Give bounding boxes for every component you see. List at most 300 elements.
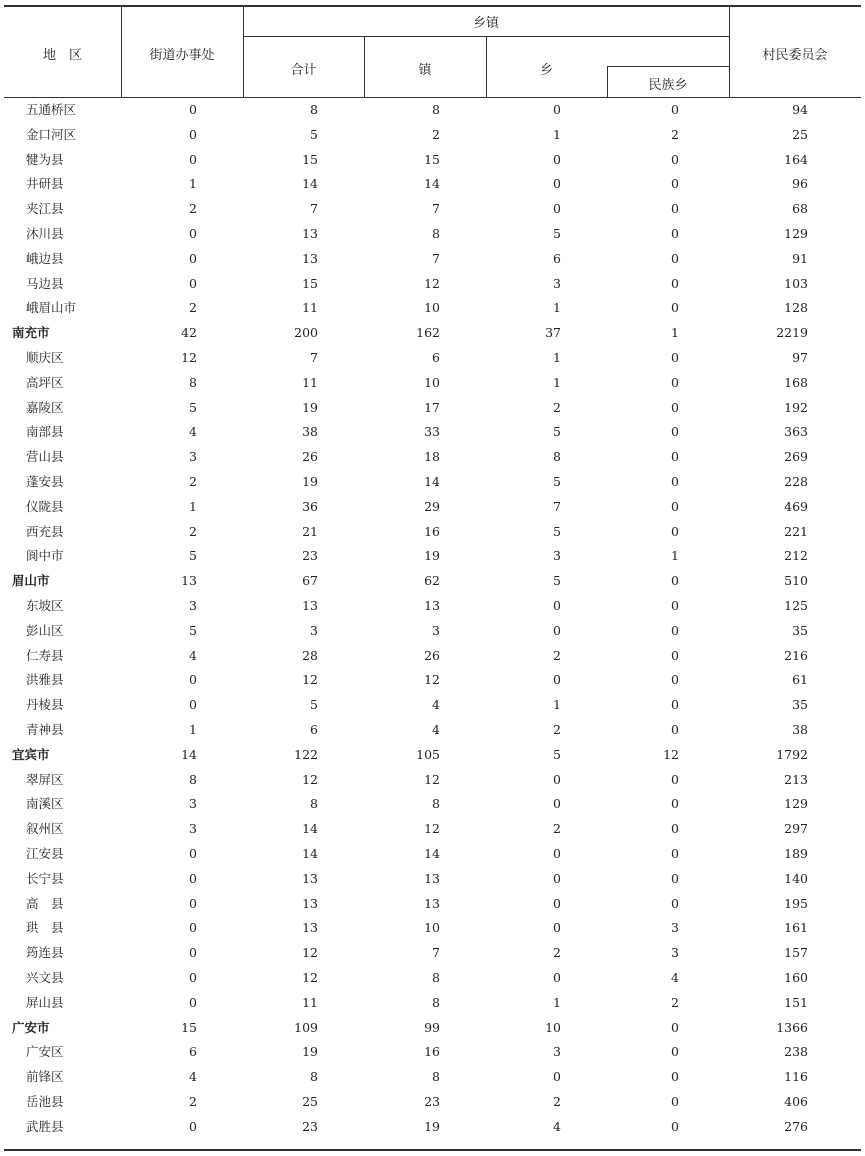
row-value-cell: 4 [671,970,679,985]
row-value-cell: 10 [545,1019,561,1035]
header-total: 合计 [290,63,317,78]
row-value-cell: 5 [553,746,561,762]
row-value-cell: 189 [784,846,808,861]
row-value-cell: 0 [189,895,197,911]
row-region-name: 峨眉山市 [26,300,77,316]
row-value-cell: 8 [432,1069,440,1085]
row-value-cell: 10 [424,300,440,316]
row-value-cell: 213 [784,771,808,787]
row-value-cell: 15 [181,1019,197,1035]
table-bottom-rule [4,1149,861,1151]
row-value-cell: 0 [671,771,679,787]
row-value-cell: 0 [671,374,679,390]
row-value-cell: 26 [302,449,318,465]
row-value-cell: 0 [189,151,197,167]
row-value-cell: 129 [784,796,808,812]
row-region-name: 金口河区 [26,126,77,142]
row-value-cell: 4 [553,1118,561,1134]
row-value-cell: 0 [189,1118,197,1134]
row-value-cell: 94 [792,102,808,117]
row-value-cell: 2 [432,126,440,142]
row-value-cell: 0 [671,821,679,837]
row-value-cell: 61 [792,672,808,688]
row-value-cell: 12 [424,771,440,787]
row-value-cell: 8 [553,449,561,465]
row-value-cell: 0 [671,201,679,217]
row-value-cell: 15 [302,151,318,167]
row-value-cell: 0 [553,870,561,886]
row-value-cell: 3 [189,598,197,613]
row-value-cell: 2 [553,1094,561,1109]
row-value-cell: 0 [553,796,561,812]
row-value-cell: 1 [189,722,197,737]
row-value-cell: 0 [189,920,197,936]
row-value-cell: 4 [432,697,440,713]
row-region-name: 江安县 [26,846,64,861]
row-value-cell: 109 [294,1019,318,1035]
row-value-cell: 38 [302,424,318,440]
row-value-cell: 5 [189,548,197,564]
row-value-cell: 18 [424,449,440,465]
row-value-cell: 12 [181,350,197,365]
row-value-cell: 10 [424,374,440,390]
row-value-cell: 105 [416,746,440,762]
row-value-cell: 13 [302,226,318,241]
row-value-cell: 6 [310,722,318,737]
row-value-cell: 2 [553,945,561,961]
row-value-cell: 0 [553,895,561,911]
row-value-cell: 8 [310,102,318,117]
row-value-cell: 67 [302,573,318,589]
row-value-cell: 13 [302,895,318,911]
row-value-cell: 23 [302,1118,318,1134]
row-value-cell: 122 [294,746,318,762]
row-value-cell: 510 [784,573,808,589]
row-value-cell: 161 [784,920,808,936]
row-value-cell: 0 [671,647,679,663]
row-value-cell: 228 [784,474,808,489]
row-value-cell: 23 [302,548,318,564]
row-value-cell: 0 [189,226,197,241]
row-value-cell: 2 [553,821,561,837]
row-value-cell: 5 [310,126,318,142]
row-region-name: 东坡区 [26,598,64,613]
row-value-cell: 13 [181,573,197,589]
row-region-name: 井研县 [26,176,64,192]
row-value-cell: 0 [671,350,679,365]
row-value-cell: 8 [432,994,440,1010]
row-value-cell: 0 [553,102,561,117]
row-value-cell: 7 [432,201,440,217]
row-value-cell: 0 [671,399,679,415]
row-value-cell: 192 [784,399,808,415]
row-value-cell: 125 [784,598,808,613]
row-value-cell: 16 [424,523,440,539]
row-value-cell: 14 [302,821,318,837]
row-value-cell: 0 [671,573,679,589]
row-value-cell: 4 [189,647,197,663]
row-value-cell: 7 [432,250,440,266]
row-value-cell: 26 [424,647,440,663]
row-value-cell: 1 [671,325,679,341]
row-value-cell: 14 [424,176,440,192]
row-region-name: 屏山县 [26,994,64,1010]
row-value-cell: 68 [792,201,808,217]
row-value-cell: 25 [792,126,808,142]
row-value-cell: 1 [553,126,561,142]
row-value-cell: 1 [553,350,561,365]
table-top-rule [4,5,861,7]
row-region-name: 顺庆区 [26,350,64,365]
row-value-cell: 0 [671,1019,679,1035]
row-value-cell: 12 [424,672,440,688]
row-value-cell: 212 [784,548,808,564]
row-value-cell: 2 [671,994,679,1010]
row-region-name: 嘉陵区 [26,399,64,415]
row-value-cell: 0 [553,201,561,217]
row-value-cell: 13 [302,250,318,266]
row-value-cell: 0 [189,994,197,1010]
row-value-cell: 29 [424,498,440,514]
row-region-name: 阆中市 [26,548,64,564]
row-region-name: 广安区 [26,1044,64,1060]
row-value-cell: 5 [553,523,561,539]
row-value-cell: 216 [784,647,808,663]
row-value-cell: 8 [189,771,197,787]
row-value-cell: 5 [189,399,197,415]
row-value-cell: 0 [553,970,561,985]
row-region-name: 沐川县 [26,226,64,241]
row-value-cell: 19 [424,1118,440,1134]
row-value-cell: 0 [553,151,561,167]
row-value-cell: 13 [302,920,318,936]
row-value-cell: 5 [310,697,318,713]
row-value-cell: 0 [671,275,679,291]
row-value-cell: 0 [189,126,197,142]
row-value-cell: 2 [553,399,561,415]
row-value-cell: 5 [553,573,561,589]
row-value-cell: 14 [302,176,318,192]
row-value-cell: 0 [671,672,679,688]
row-value-cell: 0 [671,424,679,440]
row-value-cell: 5 [553,474,561,489]
row-value-cell: 1 [553,697,561,713]
row-value-cell: 8 [189,374,197,390]
header-town-group: 乡镇 [472,16,499,31]
row-value-cell: 297 [784,821,808,837]
row-value-cell: 103 [784,275,808,291]
row-value-cell: 96 [792,176,808,192]
row-value-cell: 200 [294,325,318,341]
row-region-name: 武胜县 [26,1118,64,1134]
row-value-cell: 0 [671,697,679,713]
row-value-cell: 2 [553,647,561,663]
row-value-cell: 13 [424,870,440,886]
row-value-cell: 160 [784,970,808,985]
row-value-cell: 12 [663,746,679,762]
row-value-cell: 0 [671,250,679,266]
row-value-cell: 12 [302,970,318,985]
row-region-name: 夹江县 [26,201,64,217]
row-value-cell: 276 [784,1118,808,1134]
row-value-cell: 0 [671,449,679,465]
row-value-cell: 8 [432,970,440,985]
row-region-name: 广安市 [12,1019,50,1035]
row-value-cell: 406 [784,1094,808,1109]
row-region-name: 南部县 [26,424,64,440]
row-value-cell: 363 [784,424,808,440]
row-region-name: 宜宾市 [12,746,50,762]
row-value-cell: 0 [189,672,197,688]
row-value-cell: 36 [302,498,318,514]
row-region-name: 蓬安县 [26,474,64,489]
row-value-cell: 116 [784,1069,808,1085]
row-region-name: 犍为县 [26,151,64,167]
row-value-cell: 0 [553,672,561,688]
row-region-name: 珙 县 [26,920,64,936]
row-value-cell: 8 [432,226,440,241]
row-value-cell: 2 [189,1094,197,1109]
row-value-cell: 13 [302,870,318,886]
row-value-cell: 162 [416,325,440,341]
row-value-cell: 0 [671,176,679,192]
row-value-cell: 238 [784,1044,808,1060]
row-value-cell: 3 [189,821,197,837]
row-value-cell: 38 [792,722,808,737]
row-value-cell: 35 [792,697,808,713]
row-value-cell: 28 [302,647,318,663]
row-value-cell: 12 [424,275,440,291]
row-value-cell: 4 [189,1069,197,1085]
row-value-cell: 0 [189,697,197,713]
row-region-name: 前锋区 [26,1069,64,1085]
row-region-name: 高 县 [26,895,64,911]
row-value-cell: 14 [424,846,440,861]
row-value-cell: 11 [302,300,318,316]
header-region: 地 区 [42,48,82,63]
row-value-cell: 3 [189,796,197,812]
row-region-name: 仪陇县 [26,498,64,514]
row-value-cell: 12 [302,945,318,961]
row-value-cell: 7 [432,945,440,961]
row-value-cell: 3 [553,275,561,291]
row-region-name: 洪雅县 [26,672,64,688]
row-value-cell: 2 [189,300,197,316]
row-value-cell: 0 [553,598,561,613]
row-region-name: 彭山区 [26,622,64,638]
row-value-cell: 6 [189,1044,197,1060]
row-value-cell: 8 [432,796,440,812]
row-value-cell: 1792 [776,746,808,762]
row-value-cell: 0 [671,1094,679,1109]
row-value-cell: 0 [553,622,561,638]
row-region-name: 丹棱县 [26,697,64,713]
row-value-cell: 19 [424,548,440,564]
row-value-cell: 6 [553,250,561,266]
row-value-cell: 8 [432,102,440,117]
row-region-name: 五通桥区 [26,102,77,117]
row-value-cell: 13 [424,895,440,911]
row-value-cell: 151 [784,994,808,1010]
row-value-cell: 2 [189,523,197,539]
row-value-cell: 42 [181,325,197,341]
row-value-cell: 0 [553,1069,561,1085]
row-value-cell: 3 [189,449,197,465]
row-value-cell: 2219 [776,325,808,341]
row-value-cell: 7 [310,201,318,217]
row-region-name: 营山县 [26,449,64,465]
row-value-cell: 0 [553,920,561,936]
row-value-cell: 3 [553,548,561,564]
row-region-name: 叙州区 [26,821,64,837]
row-value-cell: 3 [310,622,318,638]
row-region-name: 马边县 [26,275,64,291]
row-value-cell: 4 [189,424,197,440]
row-value-cell: 6 [432,350,440,365]
row-value-cell: 14 [181,746,197,762]
row-value-cell: 1 [671,548,679,564]
row-value-cell: 164 [784,151,808,167]
row-region-name: 仁寿县 [26,647,64,663]
row-value-cell: 0 [671,474,679,489]
row-value-cell: 91 [792,250,808,266]
row-value-cell: 1 [553,300,561,316]
row-value-cell: 0 [671,846,679,861]
row-value-cell: 0 [671,102,679,117]
row-value-cell: 17 [424,399,440,415]
row-value-cell: 129 [784,226,808,241]
row-region-name: 岳池县 [26,1094,64,1109]
row-value-cell: 12 [302,771,318,787]
row-region-name: 兴文县 [26,970,64,985]
row-region-name: 眉山市 [12,573,50,589]
row-value-cell: 0 [189,102,197,117]
row-region-name: 翠屏区 [26,771,64,787]
row-value-cell: 3 [432,622,440,638]
row-value-cell: 4 [432,722,440,737]
row-value-cell: 15 [302,275,318,291]
row-value-cell: 0 [671,226,679,241]
header-township: 乡 [539,63,553,78]
row-value-cell: 0 [671,598,679,613]
row-region-name: 南溪区 [26,796,64,812]
row-value-cell: 195 [784,895,808,911]
row-value-cell: 0 [671,796,679,812]
row-value-cell: 15 [424,151,440,167]
row-value-cell: 0 [671,523,679,539]
row-value-cell: 1 [553,994,561,1010]
row-value-cell: 0 [671,722,679,737]
row-value-cell: 3 [553,1044,561,1060]
row-value-cell: 14 [424,474,440,489]
row-value-cell: 19 [302,1044,318,1060]
row-value-cell: 7 [310,350,318,365]
row-value-cell: 14 [302,846,318,861]
row-value-cell: 0 [189,970,197,985]
row-value-cell: 23 [424,1094,440,1109]
row-value-cell: 0 [189,945,197,961]
row-value-cell: 3 [671,920,679,936]
row-value-cell: 269 [784,449,808,465]
row-value-cell: 10 [424,920,440,936]
row-value-cell: 2 [189,201,197,217]
row-value-cell: 8 [310,1069,318,1085]
header-subgroup-rule [607,66,729,67]
row-value-cell: 0 [553,771,561,787]
row-value-cell: 11 [302,994,318,1010]
row-value-cell: 8 [310,796,318,812]
row-value-cell: 7 [553,498,561,514]
header-ethnic-township: 民族乡 [648,78,688,93]
row-value-cell: 5 [553,226,561,241]
row-value-cell: 2 [553,722,561,737]
row-value-cell: 3 [671,945,679,961]
row-value-cell: 0 [671,151,679,167]
row-value-cell: 19 [302,474,318,489]
row-value-cell: 33 [424,424,440,440]
row-value-cell: 157 [784,945,808,961]
header-village-committee: 村民委员会 [762,48,828,63]
row-value-cell: 0 [553,846,561,861]
row-value-cell: 0 [189,870,197,886]
row-region-name: 青神县 [26,722,64,737]
row-region-name: 峨边县 [26,250,64,266]
row-value-cell: 0 [671,300,679,316]
row-region-name: 南充市 [12,325,50,341]
row-value-cell: 97 [792,350,808,365]
row-value-cell: 0 [189,275,197,291]
row-value-cell: 21 [302,523,318,539]
row-value-cell: 0 [189,846,197,861]
row-value-cell: 140 [784,870,808,886]
row-value-cell: 1366 [776,1019,808,1035]
row-value-cell: 0 [671,895,679,911]
row-value-cell: 5 [553,424,561,440]
row-value-cell: 0 [671,498,679,514]
row-region-name: 高坪区 [26,374,64,390]
row-value-cell: 221 [784,523,808,539]
row-value-cell: 37 [545,325,561,341]
row-value-cell: 19 [302,399,318,415]
row-value-cell: 0 [671,622,679,638]
row-value-cell: 12 [424,821,440,837]
row-value-cell: 2 [671,126,679,142]
row-value-cell: 1 [553,374,561,390]
row-value-cell: 0 [671,870,679,886]
row-value-cell: 469 [784,498,808,514]
row-value-cell: 128 [784,300,808,316]
header-town: 镇 [418,63,432,78]
row-value-cell: 0 [553,176,561,192]
row-region-name: 长宁县 [26,870,64,886]
header-street-office: 街道办事处 [149,48,215,63]
row-value-cell: 168 [784,374,808,390]
row-value-cell: 2 [189,474,197,489]
row-region-name: 筠连县 [26,945,64,961]
row-value-cell: 1 [189,498,197,514]
row-value-cell: 0 [671,1118,679,1134]
row-value-cell: 13 [424,598,440,613]
row-region-name: 西充县 [26,523,64,539]
row-value-cell: 1 [189,176,197,192]
row-value-cell: 11 [302,374,318,390]
row-value-cell: 0 [189,250,197,266]
row-value-cell: 12 [302,672,318,688]
row-value-cell: 0 [671,1069,679,1085]
row-value-cell: 0 [671,1044,679,1060]
row-value-cell: 16 [424,1044,440,1060]
row-value-cell: 25 [302,1094,318,1109]
